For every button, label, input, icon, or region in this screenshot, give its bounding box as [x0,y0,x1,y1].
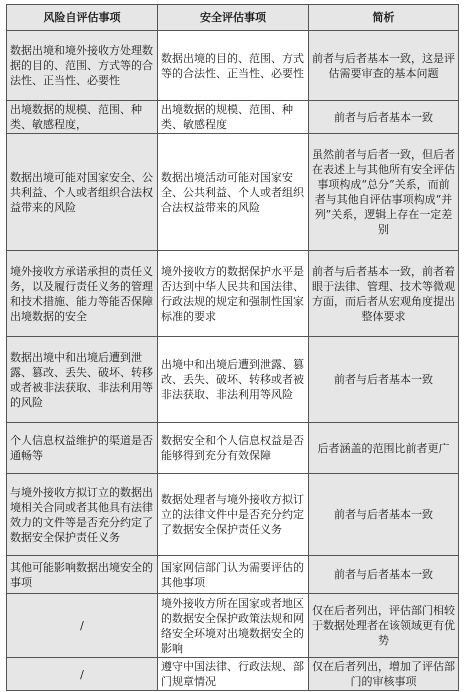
table-row [7,474,459,556]
security-assessment-cell: 数据出境活动可能对国家安全、公共利益、个人或者组织合法权益带来的风险 [158,134,309,251]
self-assessment-cell: 个人信息权益维护的渠道是否通畅等 [7,423,158,474]
analysis-cell: 前者与后者基本一致，这是评估需要审查的基本问题 [309,31,459,101]
security-assessment-cell: 数据处理者与境外接收方拟订立的法律文件中是否充分约定了数据安全保护责任义务 [158,474,309,556]
table-row [7,337,459,423]
table-row [7,594,459,658]
self-assessment-cell: 数据出境可能对国家安全、公共利益、个人或者组织合法权益带来的风险 [7,134,158,251]
security-assessment-cell: 出境数据的规模、范围、种类、敏感程度 [158,101,309,134]
analysis-cell: 虽然前者与后者一致，但后者在表述上与其他所有安全评估事项构成“总分”关系，而前者与其他自评估事项构成“并列”关系，逻辑上存在一定差别 [309,134,459,251]
table-row [7,556,459,594]
comparison-table [6,4,459,691]
header-self-assessment: 风险自评估事项 [7,5,158,31]
table-row [7,251,459,337]
security-assessment-cell: 境外接收方的数据保护水平是否达到中华人民共和国法律、行政法规的规定和强制性国家标准的要求 [158,251,309,337]
analysis-cell: 仅在后者列出，评估部门相较于数据处理者在该领域更有优势 [309,594,459,658]
self-assessment-cell: 其他可能影响数据出境安全的事项 [7,556,158,594]
analysis-cell: 仅在后者列出，增加了评估部门的审核事项 [309,658,459,691]
table-row [7,658,459,691]
analysis-cell: 前者与后者基本一致 [309,556,459,594]
security-assessment-cell: 数据出境的目的、范围、方式等的合法性、正当性、必要性 [158,31,309,101]
table-row [7,31,459,101]
table-row [7,134,459,251]
analysis-cell: 前者与后者基本一致，前者着眼于法律、管理、技术等微观方面，而后者从宏观角度提出整体要求 [309,251,459,337]
security-assessment-cell: 遵守中国法律、行政法规、部门规章情况 [158,658,309,691]
self-assessment-cell: 数据出境中和出境后遭到泄露、篡改、丢失、破坏、转移或者被非法获取、非法利用等的风险 [7,337,158,423]
table-row [7,423,459,474]
security-assessment-cell: 国家网信部门认为需要评估的其他事项 [158,556,309,594]
analysis-cell: 前者与后者基本一致 [309,101,459,134]
table-row [7,101,459,134]
security-assessment-cell: 境外接收方所在国家或者地区的数据安全保护政策法规和网络安全环境对出境数据安全的影响 [158,594,309,658]
header-security-assessment: 安全评估事项 [158,5,309,31]
analysis-cell: 前者与后者基本一致 [309,337,459,423]
header-analysis: 简析 [309,5,459,31]
self-assessment-cell: 境外接收方承诺承担的责任义务，以及履行责任义务的管理和技术措施、能力等能否保障出境数据的安全 [7,251,158,337]
self-assessment-cell: / [7,594,158,658]
security-assessment-cell: 出境中和出境后遭到泄露、篡改、丢失、破坏、转移或者被非法获取、非法利用等风险 [158,337,309,423]
self-assessment-cell: 与境外接收方拟订立的数据出境相关合同或者其他具有法律效力的文件等是否充分约定了数据安全保护责任义务 [7,474,158,556]
self-assessment-cell: / [7,658,158,691]
self-assessment-cell: 出境数据的规模、范围、种类、敏感程度， [7,101,158,134]
analysis-cell: 前者与后者基本一致 [309,474,459,556]
security-assessment-cell: 数据安全和个人信息权益是否能够得到充分有效保障 [158,423,309,474]
table-header-row [7,5,459,31]
self-assessment-cell: 数据出境和境外接收方处理数据的目的、范围、方式等的合法性、正当性、必要性 [7,31,158,101]
analysis-cell: 后者涵盖的范围比前者更广 [309,423,459,474]
